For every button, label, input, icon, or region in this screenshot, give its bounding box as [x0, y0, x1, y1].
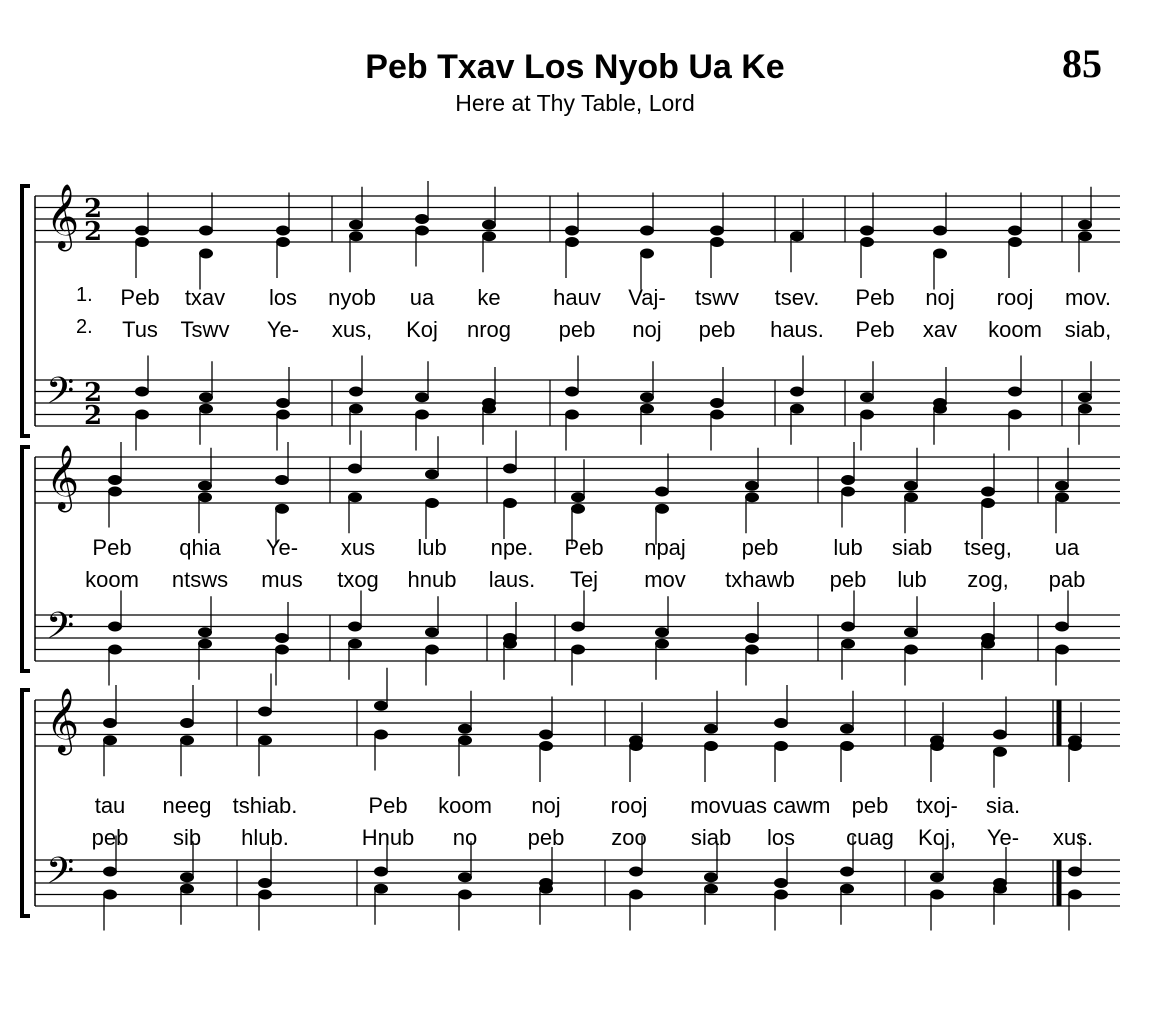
note-head	[571, 504, 585, 514]
note-head	[571, 492, 585, 502]
bass-clef-icon: 𝄢	[46, 370, 75, 421]
note-head	[704, 872, 718, 882]
note-head	[790, 404, 804, 414]
lyric-syllable: cuag	[846, 825, 894, 850]
lyric-syllable: Ye-	[266, 317, 300, 342]
lyric-syllable: siab	[891, 535, 933, 560]
note-head	[374, 867, 388, 877]
lyric-syllable: mov.	[1064, 285, 1112, 310]
note-head	[276, 226, 290, 236]
lyric-syllable: haus.	[770, 317, 824, 342]
lyric-syllable: Koj,	[918, 825, 956, 850]
lyric-syllable: lub	[897, 567, 927, 592]
note-head	[275, 645, 289, 655]
note-head	[1055, 622, 1069, 632]
lyric-syllable: Ye-	[265, 535, 299, 560]
bass-clef-icon: 𝄢	[46, 605, 75, 656]
lyric-syllable: Peb	[120, 285, 160, 310]
note-head	[571, 645, 585, 655]
lyric-syllable: ua	[409, 285, 435, 310]
note-head	[539, 730, 553, 740]
note-head	[840, 867, 854, 877]
lyric-syllable: mus	[261, 567, 303, 592]
note-head	[348, 622, 362, 632]
note-head	[571, 622, 585, 632]
note-head	[710, 237, 724, 247]
note-head	[180, 872, 194, 882]
lyric-syllable: nyob	[328, 285, 376, 310]
note-head	[565, 237, 579, 247]
note-head	[108, 475, 122, 485]
note-head	[1008, 237, 1022, 247]
note-head	[640, 249, 654, 259]
time-signature-bottom: 2	[84, 217, 103, 247]
note-head	[640, 404, 654, 414]
note-head	[539, 741, 553, 751]
note-head	[180, 735, 194, 745]
note-head	[704, 884, 718, 894]
lyric-syllable: peb	[91, 825, 129, 850]
note-head	[415, 410, 429, 420]
note-head	[135, 226, 149, 236]
note-head	[198, 627, 212, 637]
note-head	[904, 481, 918, 491]
note-head	[539, 884, 553, 894]
note-head	[199, 404, 213, 414]
note-head	[930, 741, 944, 751]
note-head	[993, 730, 1007, 740]
note-head	[655, 639, 669, 649]
lyric-syllable: xus.	[1052, 825, 1094, 850]
note-head	[425, 498, 439, 508]
lyric-syllable: hlub.	[241, 825, 289, 850]
note-head	[1078, 404, 1092, 414]
note-head	[374, 730, 388, 740]
note-head	[930, 890, 944, 900]
lyric-syllable: xus	[340, 535, 376, 560]
note-head	[933, 226, 947, 236]
note-head	[198, 639, 212, 649]
time-signature-bottom: 2	[84, 401, 103, 431]
note-head	[993, 884, 1007, 894]
lyric-syllable: koom	[438, 793, 492, 818]
lyric-syllable: peb	[829, 567, 867, 592]
note-head	[1078, 231, 1092, 241]
note-head	[103, 718, 117, 728]
note-head	[745, 481, 759, 491]
time-signature-top: 2	[84, 194, 103, 224]
note-head	[704, 724, 718, 734]
note-head	[458, 890, 472, 900]
note-head	[180, 718, 194, 728]
note-head	[860, 410, 874, 420]
lyric-syllable: siab	[690, 825, 732, 850]
lyric-syllable: uas cawm	[731, 793, 831, 818]
lyric-syllable: txhawb	[725, 567, 795, 592]
note-head	[565, 387, 579, 397]
note-head	[503, 498, 517, 508]
note-head	[108, 487, 122, 497]
lyric-syllable: tsev.	[774, 285, 820, 310]
note-head	[993, 747, 1007, 757]
note-head	[349, 231, 363, 241]
lyric-syllable: noj	[531, 793, 561, 818]
treble-clef-icon: 𝄞	[46, 445, 80, 510]
lyric-syllable: txoj-	[916, 793, 958, 818]
note-head	[103, 890, 117, 900]
note-head	[348, 492, 362, 502]
note-head	[258, 878, 272, 888]
note-head	[1008, 226, 1022, 236]
note-head	[199, 392, 213, 402]
lyric-syllable: txog	[337, 567, 379, 592]
lyric-syllable: zoo	[611, 825, 647, 850]
note-head	[1068, 741, 1082, 751]
note-head	[841, 475, 855, 485]
lyric-syllable: xus,	[331, 317, 373, 342]
hymn-subtitle: Here at Thy Table, Lord	[455, 90, 695, 116]
note-head	[904, 627, 918, 637]
lyric-syllable: npe.	[490, 535, 534, 560]
lyric-syllable: tswv	[695, 285, 739, 310]
note-head	[1068, 890, 1082, 900]
note-head	[1068, 867, 1082, 877]
note-head	[503, 639, 517, 649]
note-head	[704, 741, 718, 751]
lyric-syllable: sia.	[985, 793, 1021, 818]
lyric-syllable: Peb	[92, 535, 132, 560]
note-head	[425, 627, 439, 637]
note-head	[904, 492, 918, 502]
note-head	[276, 237, 290, 247]
lyric-syllable: koom	[85, 567, 139, 592]
note-head	[841, 487, 855, 497]
note-head	[790, 387, 804, 397]
note-head	[108, 645, 122, 655]
time-signature-top: 2	[84, 378, 103, 408]
note-head	[629, 741, 643, 751]
note-head	[199, 226, 213, 236]
note-head	[258, 890, 272, 900]
lyric-syllable: txav	[184, 285, 226, 310]
note-head	[710, 226, 724, 236]
lyric-syllable: noj	[925, 285, 955, 310]
lyric-syllable: sib	[172, 825, 202, 850]
note-head	[103, 735, 117, 745]
lyric-syllable: hnub	[407, 567, 457, 592]
lyric-syllable: Koj	[406, 317, 438, 342]
note-head	[640, 392, 654, 402]
note-head	[349, 220, 363, 230]
note-head	[482, 231, 496, 241]
note-head	[565, 226, 579, 236]
note-head	[348, 639, 362, 649]
note-head	[933, 404, 947, 414]
note-head	[933, 249, 947, 259]
note-head	[840, 884, 854, 894]
note-head	[425, 645, 439, 655]
note-head	[503, 464, 517, 474]
hymn-number: 85	[1062, 41, 1102, 86]
note-head	[198, 481, 212, 491]
note-head	[258, 735, 272, 745]
note-head	[199, 249, 213, 259]
lyric-syllable: tseg,	[964, 535, 1012, 560]
note-head	[860, 392, 874, 402]
note-head	[860, 226, 874, 236]
note-head	[710, 410, 724, 420]
note-head	[103, 867, 117, 877]
note-head	[1055, 481, 1069, 491]
lyric-syllable: Tus	[122, 317, 158, 342]
lyric-syllable: xav	[922, 317, 958, 342]
note-head	[745, 633, 759, 643]
lyric-syllable: pab	[1048, 567, 1086, 592]
note-head	[135, 387, 149, 397]
lyric-syllable: ntsws	[171, 567, 229, 592]
note-head	[276, 398, 290, 408]
note-head	[458, 724, 472, 734]
note-head	[135, 410, 149, 420]
note-head	[1078, 220, 1092, 230]
system-bracket	[22, 447, 30, 671]
note-head	[745, 492, 759, 502]
note-head	[774, 878, 788, 888]
note-head	[629, 867, 643, 877]
note-head	[276, 410, 290, 420]
lyric-syllable: Tswv	[180, 317, 230, 342]
note-head	[981, 487, 995, 497]
lyric-syllable: peb	[851, 793, 889, 818]
note-head	[275, 504, 289, 514]
lyric-syllable: rooj	[610, 793, 648, 818]
lyric-syllable: los	[268, 285, 298, 310]
lyric-syllable: koom	[988, 317, 1042, 342]
note-head	[629, 890, 643, 900]
lyric-syllable: hauv	[553, 285, 601, 310]
lyric-syllable: Peb	[855, 317, 895, 342]
note-head	[565, 410, 579, 420]
lyric-syllable: siab,	[1064, 317, 1112, 342]
lyric-syllable: Hnub	[361, 825, 415, 850]
note-head	[655, 487, 669, 497]
lyric-syllable: los	[766, 825, 796, 850]
lyric-syllable: mov	[690, 793, 732, 818]
lyric-syllable: ke	[477, 285, 501, 310]
note-head	[981, 639, 995, 649]
note-head	[840, 741, 854, 751]
lyric-syllable: Peb	[368, 793, 408, 818]
note-head	[348, 464, 362, 474]
note-head	[710, 398, 724, 408]
lyric-syllable: Vaj-	[628, 285, 666, 310]
lyric-syllable: laus.	[488, 567, 536, 592]
lyric-syllable: tshiab.	[232, 793, 298, 818]
note-head	[860, 237, 874, 247]
note-head	[790, 231, 804, 241]
lyric-syllable: peb	[741, 535, 779, 560]
lyric-syllable: Ye-	[986, 825, 1020, 850]
note-head	[745, 645, 759, 655]
note-head	[198, 492, 212, 502]
lyric-syllable: npaj	[644, 535, 686, 560]
lyric-syllable: lub	[833, 535, 863, 560]
hymn-title: Peb Txav Los Nyob Ua Ke	[365, 48, 785, 86]
lyric-syllable: lub	[417, 535, 447, 560]
lyric-syllable: tau	[94, 793, 126, 818]
note-head	[774, 718, 788, 728]
bass-clef-icon: 𝄢	[46, 850, 75, 901]
lyric-syllable: Peb	[855, 285, 895, 310]
note-head	[1078, 392, 1092, 402]
note-head	[1008, 410, 1022, 420]
lyric-syllable: neeg	[162, 793, 212, 818]
note-head	[275, 475, 289, 485]
lyric-syllable: Tej	[569, 567, 599, 592]
note-head	[275, 633, 289, 643]
lyric-syllable: Peb	[564, 535, 604, 560]
note-head	[108, 622, 122, 632]
note-head	[258, 707, 272, 717]
lyric-syllable: noj	[632, 317, 662, 342]
note-head	[415, 392, 429, 402]
verse-number: 1.	[76, 284, 93, 306]
lyric-syllable: mov	[644, 567, 686, 592]
lyric-syllable: nrog	[466, 317, 512, 342]
lyric-syllable: peb	[558, 317, 596, 342]
verse-number: 2.	[76, 316, 93, 338]
note-head	[180, 884, 194, 894]
lyric-syllable: peb	[527, 825, 565, 850]
system-bracket	[22, 186, 30, 436]
note-head	[415, 214, 429, 224]
lyric-syllable: peb	[698, 317, 736, 342]
lyric-syllable: rooj	[996, 285, 1034, 310]
treble-clef-icon: 𝄞	[46, 184, 80, 249]
note-head	[349, 404, 363, 414]
note-head	[458, 735, 472, 745]
note-head	[640, 226, 654, 236]
note-head	[904, 645, 918, 655]
note-head	[930, 872, 944, 882]
note-head	[482, 404, 496, 414]
note-head	[774, 890, 788, 900]
lyric-syllable: zog,	[967, 567, 1009, 592]
lyric-syllable: ua	[1054, 535, 1080, 560]
note-head	[655, 627, 669, 637]
note-head	[841, 639, 855, 649]
note-head	[135, 237, 149, 247]
note-head	[458, 872, 472, 882]
note-head	[1008, 387, 1022, 397]
note-head	[981, 498, 995, 508]
system-bracket	[22, 690, 30, 916]
note-head	[482, 220, 496, 230]
note-head	[840, 724, 854, 734]
note-head	[655, 504, 669, 514]
note-head	[415, 226, 429, 236]
note-head	[841, 622, 855, 632]
note-head	[774, 741, 788, 751]
note-head	[1055, 645, 1069, 655]
note-head	[1055, 492, 1069, 502]
note-head	[374, 701, 388, 711]
note-head	[349, 387, 363, 397]
treble-clef-icon: 𝄞	[46, 688, 80, 753]
lyric-syllable: no	[452, 825, 478, 850]
note-head	[374, 884, 388, 894]
note-head	[425, 469, 439, 479]
lyric-syllable: qhia	[179, 535, 221, 560]
